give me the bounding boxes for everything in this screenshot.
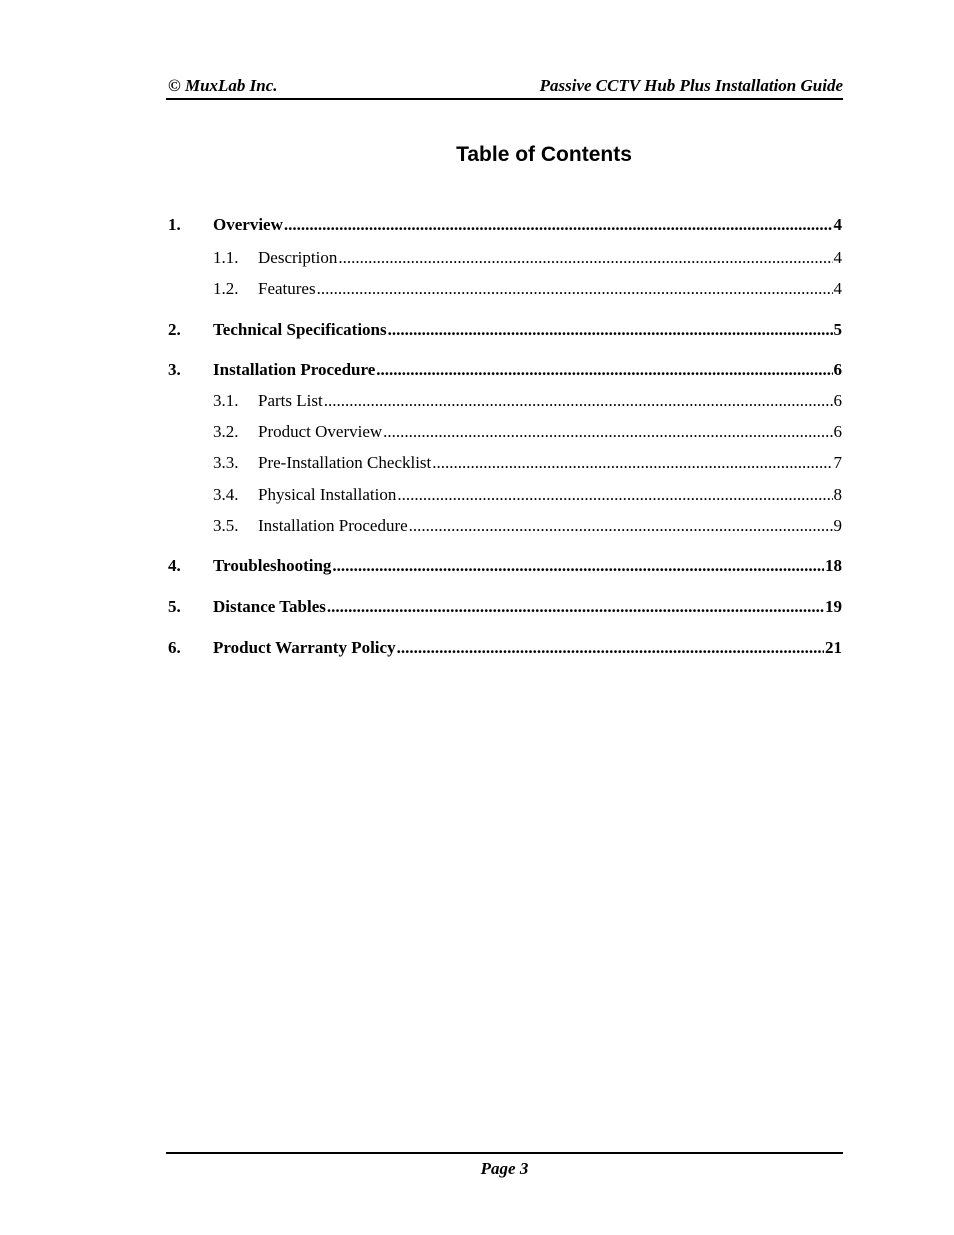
toc-dot-leader <box>432 452 832 474</box>
toc-entry-number: 1.2. <box>213 279 239 298</box>
toc-entry-page: 4 <box>833 215 842 234</box>
toc-entry-number: 3.4. <box>213 485 239 504</box>
toc-entry-page: 21 <box>825 638 842 657</box>
toc-entry-label: Installation Procedure <box>213 360 376 379</box>
toc-entry-label: Pre-Installation Checklist <box>258 453 432 472</box>
toc-entry-technical-specifications[interactable] <box>168 319 842 341</box>
toc-entry-page: 5 <box>833 320 842 339</box>
header-document-title: Passive CCTV Hub Plus Installation Guide <box>539 76 843 95</box>
toc-entry-number: 1.1. <box>213 248 239 267</box>
toc-entry-number: 3.2. <box>213 422 239 441</box>
toc-entry-features[interactable] <box>168 278 842 300</box>
toc-heading: Table of Contents <box>456 143 632 166</box>
toc-entry-label: Installation Procedure <box>258 516 408 535</box>
toc-entry-overview[interactable] <box>168 214 842 236</box>
toc-entry-product-warranty-policy[interactable] <box>168 637 842 659</box>
toc-entry-number: 3.5. <box>213 516 239 535</box>
toc-entry-number: 1. <box>168 215 181 234</box>
toc-dot-leader <box>338 247 832 269</box>
toc-dot-leader <box>397 637 824 659</box>
toc-entry-label: Parts List <box>258 391 323 410</box>
toc-dot-leader <box>376 359 832 381</box>
toc-dot-leader <box>397 484 832 506</box>
toc-dot-leader <box>284 214 833 236</box>
toc-entry-label: Description <box>258 248 338 267</box>
toc-entry-page: 18 <box>825 556 842 575</box>
toc-dot-leader <box>317 278 833 300</box>
toc-entry-page: 9 <box>833 516 842 535</box>
toc-entry-pre-installation-checklist[interactable] <box>168 452 842 474</box>
toc-entry-number: 3. <box>168 360 181 379</box>
toc-entry-number: 2. <box>168 320 181 339</box>
page-footer <box>166 1152 843 1179</box>
toc-entry-parts-list[interactable] <box>168 390 842 412</box>
toc-entry-troubleshooting[interactable] <box>168 555 842 577</box>
toc-entry-page: 8 <box>833 485 842 504</box>
toc-entry-number: 6. <box>168 638 181 657</box>
page-header <box>166 76 843 100</box>
toc-dot-leader <box>324 390 833 412</box>
toc-entry-physical-installation[interactable] <box>168 484 842 506</box>
toc-entry-label: Product Overview <box>258 422 383 441</box>
toc-entry-number: 4. <box>168 556 181 575</box>
toc-entry-label: Physical Installation <box>258 485 397 504</box>
toc-entry-label: Distance Tables <box>213 597 326 616</box>
toc-entry-label: Product Warranty Policy <box>213 638 396 657</box>
toc-entry-label: Troubleshooting <box>213 556 332 575</box>
toc-dot-leader <box>383 421 832 443</box>
toc-entry-number: 3.3. <box>213 453 239 472</box>
toc-entry-label: Overview <box>213 215 283 234</box>
toc-entry-installation-procedure-sub[interactable] <box>168 515 842 537</box>
toc-entry-page: 6 <box>833 391 842 410</box>
toc-entry-label: Technical Specifications <box>213 320 387 339</box>
toc-entry-label: Features <box>258 279 316 298</box>
toc-entry-page: 19 <box>825 597 842 616</box>
toc-entry-page: 7 <box>833 453 842 472</box>
toc-dot-leader <box>332 555 824 577</box>
toc-dot-leader <box>409 515 833 537</box>
toc-entry-number: 3.1. <box>213 391 239 410</box>
toc-entry-description[interactable] <box>168 247 842 269</box>
toc-dot-leader <box>388 319 833 341</box>
toc-entry-page: 6 <box>833 360 842 379</box>
toc-entry-distance-tables[interactable] <box>168 596 842 618</box>
toc-entry-installation-procedure[interactable] <box>168 359 842 381</box>
header-copyright: © MuxLab Inc. <box>168 76 278 95</box>
toc-entry-page: 6 <box>833 422 842 441</box>
toc-entry-product-overview[interactable] <box>168 421 842 443</box>
toc-dot-leader <box>327 596 824 618</box>
toc-entry-number: 5. <box>168 597 181 616</box>
toc-entry-page: 4 <box>833 248 842 267</box>
toc-entry-page: 4 <box>833 279 842 298</box>
page-number: Page 3 <box>480 1159 529 1178</box>
